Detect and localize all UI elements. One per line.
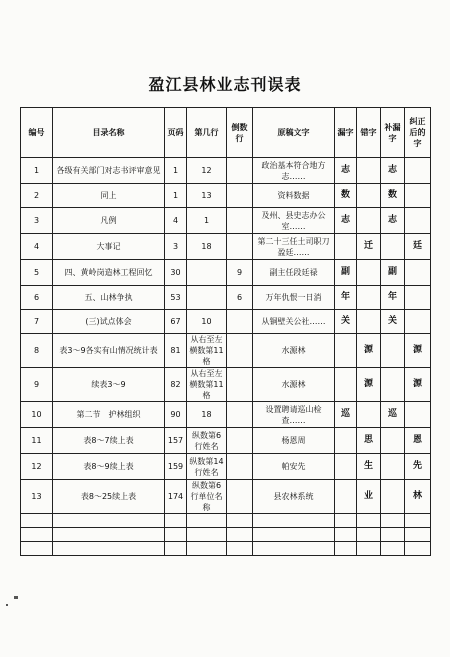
errata-table: [20, 107, 431, 556]
empty-cell: [53, 514, 165, 528]
cell-corrected: [405, 260, 431, 286]
cell-no: 11: [21, 428, 53, 454]
cell-missing: [335, 234, 357, 260]
empty-cell: [381, 528, 405, 542]
cell-corrected: [405, 208, 431, 234]
empty-cell: [335, 528, 357, 542]
cell-line: 13: [187, 184, 227, 208]
table-row: [21, 334, 431, 368]
cell-rev-line: [227, 454, 253, 480]
table-row: [21, 480, 431, 514]
cell-page: 4: [165, 208, 187, 234]
header-supplement: 补漏字: [381, 108, 405, 158]
cell-wrong: 源: [357, 334, 381, 368]
cell-missing: [335, 334, 357, 368]
header-corrected: 纠正后的字: [405, 108, 431, 158]
cell-no: 13: [21, 480, 53, 514]
cell-item: 五、山林争执: [53, 286, 165, 310]
cell-missing: 关: [335, 310, 357, 334]
cell-original: 水源林: [253, 368, 335, 402]
cell-original: 副主任段廷禄: [253, 260, 335, 286]
cell-no: 12: [21, 454, 53, 480]
cell-original: 从铜壁关公社……: [253, 310, 335, 334]
cell-original: 帕安先: [253, 454, 335, 480]
empty-cell: [253, 514, 335, 528]
cell-supplement: 年: [381, 286, 405, 310]
cell-original: 杨恩周: [253, 428, 335, 454]
cell-wrong: [357, 286, 381, 310]
cell-corrected: 林: [405, 480, 431, 514]
cell-missing: 巡: [335, 402, 357, 428]
cell-missing: [335, 368, 357, 402]
empty-cell: [165, 528, 187, 542]
empty-cell: [335, 542, 357, 556]
cell-original: 水源林: [253, 334, 335, 368]
empty-cell: [227, 514, 253, 528]
cell-line: 纵数第6行姓名: [187, 428, 227, 454]
empty-cell: [53, 542, 165, 556]
cell-item: 同上: [53, 184, 165, 208]
cell-item: 凡例: [53, 208, 165, 234]
cell-supplement: 副: [381, 260, 405, 286]
empty-cell: [227, 528, 253, 542]
cell-original: 资料数据: [253, 184, 335, 208]
cell-corrected: [405, 158, 431, 184]
cell-rev-line: [227, 310, 253, 334]
table-row: [21, 402, 431, 428]
cell-corrected: [405, 310, 431, 334]
cell-line: 从右至左横数第11格: [187, 334, 227, 368]
empty-cell: [21, 514, 53, 528]
empty-cell: [405, 528, 431, 542]
cell-page: 174: [165, 480, 187, 514]
empty-row: [21, 528, 431, 542]
empty-cell: [21, 542, 53, 556]
cell-no: 7: [21, 310, 53, 334]
cell-page: 53: [165, 286, 187, 310]
cell-missing: [335, 428, 357, 454]
table-row: [21, 428, 431, 454]
empty-cell: [357, 542, 381, 556]
cell-line: 从右至左横数第11格: [187, 368, 227, 402]
cell-page: 90: [165, 402, 187, 428]
cell-page: 1: [165, 158, 187, 184]
cell-rev-line: 6: [227, 286, 253, 310]
cell-wrong: [357, 402, 381, 428]
empty-cell: [381, 514, 405, 528]
cell-rev-line: [227, 158, 253, 184]
cell-supplement: 巡: [381, 402, 405, 428]
empty-cell: [187, 528, 227, 542]
table-header-row: [21, 108, 431, 158]
cell-corrected: [405, 402, 431, 428]
table-row: [21, 234, 431, 260]
table-row: [21, 260, 431, 286]
cell-rev-line: [227, 184, 253, 208]
cell-rev-line: [227, 480, 253, 514]
cell-item: 第二节 护林组织: [53, 402, 165, 428]
cell-item: 四、黄岭岗造林工程回忆: [53, 260, 165, 286]
empty-cell: [405, 542, 431, 556]
cell-no: 8: [21, 334, 53, 368]
cell-rev-line: [227, 334, 253, 368]
table-row: [21, 454, 431, 480]
cell-no: 3: [21, 208, 53, 234]
cell-corrected: 源: [405, 368, 431, 402]
table-row: [21, 286, 431, 310]
cell-page: 81: [165, 334, 187, 368]
cell-wrong: 生: [357, 454, 381, 480]
cell-no: 9: [21, 368, 53, 402]
cell-original: 政治基本符合地方志……: [253, 158, 335, 184]
cell-no: 10: [21, 402, 53, 428]
header-original: 原稿文字: [253, 108, 335, 158]
empty-cell: [187, 542, 227, 556]
cell-page: 3: [165, 234, 187, 260]
cell-supplement: [381, 368, 405, 402]
cell-no: 4: [21, 234, 53, 260]
table-row: [21, 368, 431, 402]
header-line: 第几行: [187, 108, 227, 158]
header-no: 编号: [21, 108, 53, 158]
cell-original: 及州、县史志办公室……: [253, 208, 335, 234]
cell-corrected: 廷: [405, 234, 431, 260]
cell-supplement: 志: [381, 208, 405, 234]
cell-corrected: [405, 286, 431, 310]
cell-rev-line: [227, 428, 253, 454]
cell-no: 5: [21, 260, 53, 286]
cell-wrong: 源: [357, 368, 381, 402]
cell-no: 1: [21, 158, 53, 184]
cell-rev-line: 9: [227, 260, 253, 286]
cell-missing: [335, 454, 357, 480]
cell-item: 表3～9各实有山情况统计表: [53, 334, 165, 368]
empty-cell: [227, 542, 253, 556]
cell-line: 18: [187, 234, 227, 260]
cell-supplement: [381, 334, 405, 368]
cell-supplement: [381, 428, 405, 454]
cell-corrected: [405, 184, 431, 208]
cell-no: 2: [21, 184, 53, 208]
cell-line: 18: [187, 402, 227, 428]
cell-original: 万年仇恨一日消: [253, 286, 335, 310]
cell-page: 30: [165, 260, 187, 286]
cell-line: 纵数第6行单位名称: [187, 480, 227, 514]
empty-row: [21, 514, 431, 528]
empty-cell: [165, 514, 187, 528]
cell-corrected: 源: [405, 334, 431, 368]
cell-missing: 年: [335, 286, 357, 310]
empty-cell: [21, 528, 53, 542]
cell-rev-line: [227, 402, 253, 428]
cell-line: 10: [187, 310, 227, 334]
empty-cell: [165, 542, 187, 556]
cell-no: 6: [21, 286, 53, 310]
cell-page: 157: [165, 428, 187, 454]
cell-rev-line: [227, 208, 253, 234]
cell-wrong: [357, 260, 381, 286]
cell-missing: 数: [335, 184, 357, 208]
empty-cell: [253, 542, 335, 556]
empty-cell: [53, 528, 165, 542]
cell-wrong: 迁: [357, 234, 381, 260]
empty-row: [21, 542, 431, 556]
empty-cell: [187, 514, 227, 528]
cell-supplement: 关: [381, 310, 405, 334]
cell-wrong: 思: [357, 428, 381, 454]
cell-line: 纵数第14行姓名: [187, 454, 227, 480]
page-title: 盈江县林业志刊误表: [148, 75, 302, 94]
cell-wrong: [357, 158, 381, 184]
empty-cell: [405, 514, 431, 528]
header-rev-line: 倒数行: [227, 108, 253, 158]
cell-page: 1: [165, 184, 187, 208]
empty-cell: [335, 514, 357, 528]
header-missing: 漏字: [335, 108, 357, 158]
cell-item: 表8～25续上表: [53, 480, 165, 514]
cell-item: (三)试点体会: [53, 310, 165, 334]
cell-supplement: [381, 480, 405, 514]
cell-supplement: 志: [381, 158, 405, 184]
cell-corrected: 恩: [405, 428, 431, 454]
cell-item: 表8～7续上表: [53, 428, 165, 454]
cell-line: [187, 260, 227, 286]
cell-item: 大事记: [53, 234, 165, 260]
empty-cell: [253, 528, 335, 542]
table-row: [21, 184, 431, 208]
cell-line: 1: [187, 208, 227, 234]
cell-supplement: [381, 234, 405, 260]
cell-missing: 志: [335, 158, 357, 184]
cell-page: 159: [165, 454, 187, 480]
cell-wrong: 业: [357, 480, 381, 514]
cell-supplement: 数: [381, 184, 405, 208]
cell-rev-line: [227, 368, 253, 402]
cell-line: [187, 286, 227, 310]
scan-speck: [6, 604, 8, 606]
cell-missing: 志: [335, 208, 357, 234]
scan-speck: [14, 596, 18, 599]
cell-line: 12: [187, 158, 227, 184]
cell-original: 设置聘请巡山检查……: [253, 402, 335, 428]
header-wrong: 错字: [357, 108, 381, 158]
cell-item: 表8～9续上表: [53, 454, 165, 480]
cell-corrected: 先: [405, 454, 431, 480]
cell-original: 县农林系统: [253, 480, 335, 514]
table-row: [21, 310, 431, 334]
cell-missing: 副: [335, 260, 357, 286]
cell-rev-line: [227, 234, 253, 260]
header-page: 页码: [165, 108, 187, 158]
cell-wrong: [357, 310, 381, 334]
empty-cell: [357, 514, 381, 528]
cell-missing: [335, 480, 357, 514]
cell-item: 各级有关部门对志书评审意见: [53, 158, 165, 184]
table-row: [21, 208, 431, 234]
header-item: 目录名称: [53, 108, 165, 158]
cell-page: 67: [165, 310, 187, 334]
empty-cell: [357, 528, 381, 542]
cell-page: 82: [165, 368, 187, 402]
cell-original: 第二十三任土司职刀盈廷……: [253, 234, 335, 260]
cell-item: 续表3～9: [53, 368, 165, 402]
cell-wrong: [357, 208, 381, 234]
table-row: [21, 158, 431, 184]
cell-supplement: [381, 454, 405, 480]
cell-wrong: [357, 184, 381, 208]
empty-cell: [381, 542, 405, 556]
